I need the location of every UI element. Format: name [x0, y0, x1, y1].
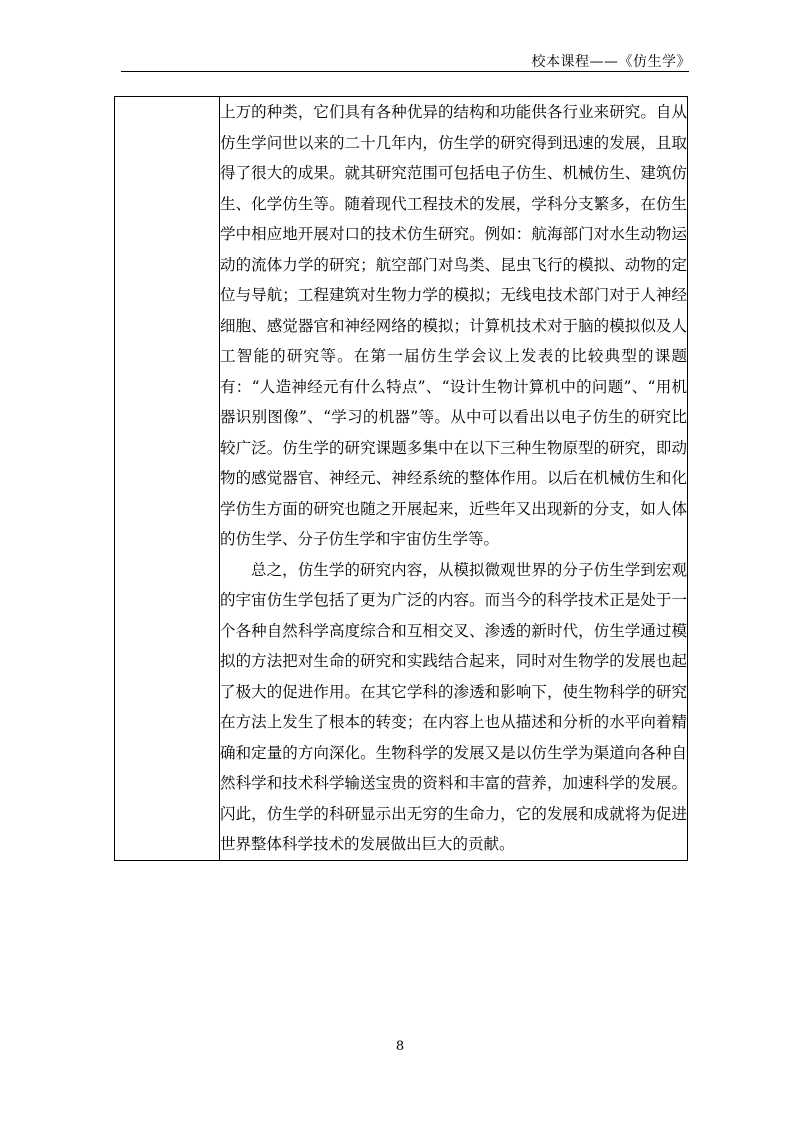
content-table — [114, 96, 688, 861]
body-paragraph: 上万的种类，它们具有各种优异的结构和功能供各行业来研究。自从仿生学问世以来的二十几年内，仿生学的研究得到迅速的发展，且取得了很大的成果。就其研究范围可包括电子仿生、机械仿生、建筑仿生、化学仿生等。随着现代工程技术的发展，学科分支繁多，在仿生学中相应地开展对口的技术仿生研究。例如：航海部门对水生动物运动的流体力学的研究；航空部门对鸟类、昆虫飞行的模拟、动物的定位与导航；工程建筑对生物力学的模拟；无线电技术部门对于人神经细胞、感觉器官和神经网络的模拟；计算机技术对于脑的模拟似及人工智能的研究等。在第一届仿生学会议上发表的比较典型的课题有：“人造神经元有什么特点”、“设计生物计算机中的问题”、“用机器识别图像”、“学习的机器”等。从中可以看出以电子仿生的研究比较广泛。仿生学的研究课题多集中在以下三种生物原型的研究，即动物的感觉器官、神经元、神经系统的整体作用。以后在机械仿生和化学仿生方面的研究也随之开展起来，近些年又出现新的分支，如人体的仿生学、分子仿生学和宇宙仿生学等。 — [220, 103, 687, 548]
summary-paragraph: 总之，仿生学的研究内容，从模拟微观世界的分子仿生学到宏观的宇宙仿生学包括了更为广泛的内容。而当今的科学技术正是处于一个各种自然科学高度综合和互相交叉、渗透的新时代，仿生学通过模拟的方法把对生命的研究和实践结合起来，同时对生物学的发展也起了极大的促进作用。在其它学科的渗透和影响下，使生物科学的研究在方法上发生了根本的转变；在内容上也从描述和分析的水平向着精确和定量的方向深化。生物科学的发展又是以仿生学为渠道向各种自然科学和技术科学输送宝贵的资料和丰富的营养，加速科学的发展。闪此，仿生学的科研显示出无穷的生命力，它的发展和成就将为促进世界整体科学技术的发展做出巨大的贡献。 — [220, 560, 687, 853]
header-rule — [121, 71, 689, 72]
page-number: 8 — [395, 1039, 405, 1054]
running-header: 校本课程——《仿生学》 — [531, 54, 691, 70]
body-text-cell — [220, 97, 688, 861]
table-row — [115, 97, 688, 861]
empty-label-cell — [115, 97, 220, 861]
